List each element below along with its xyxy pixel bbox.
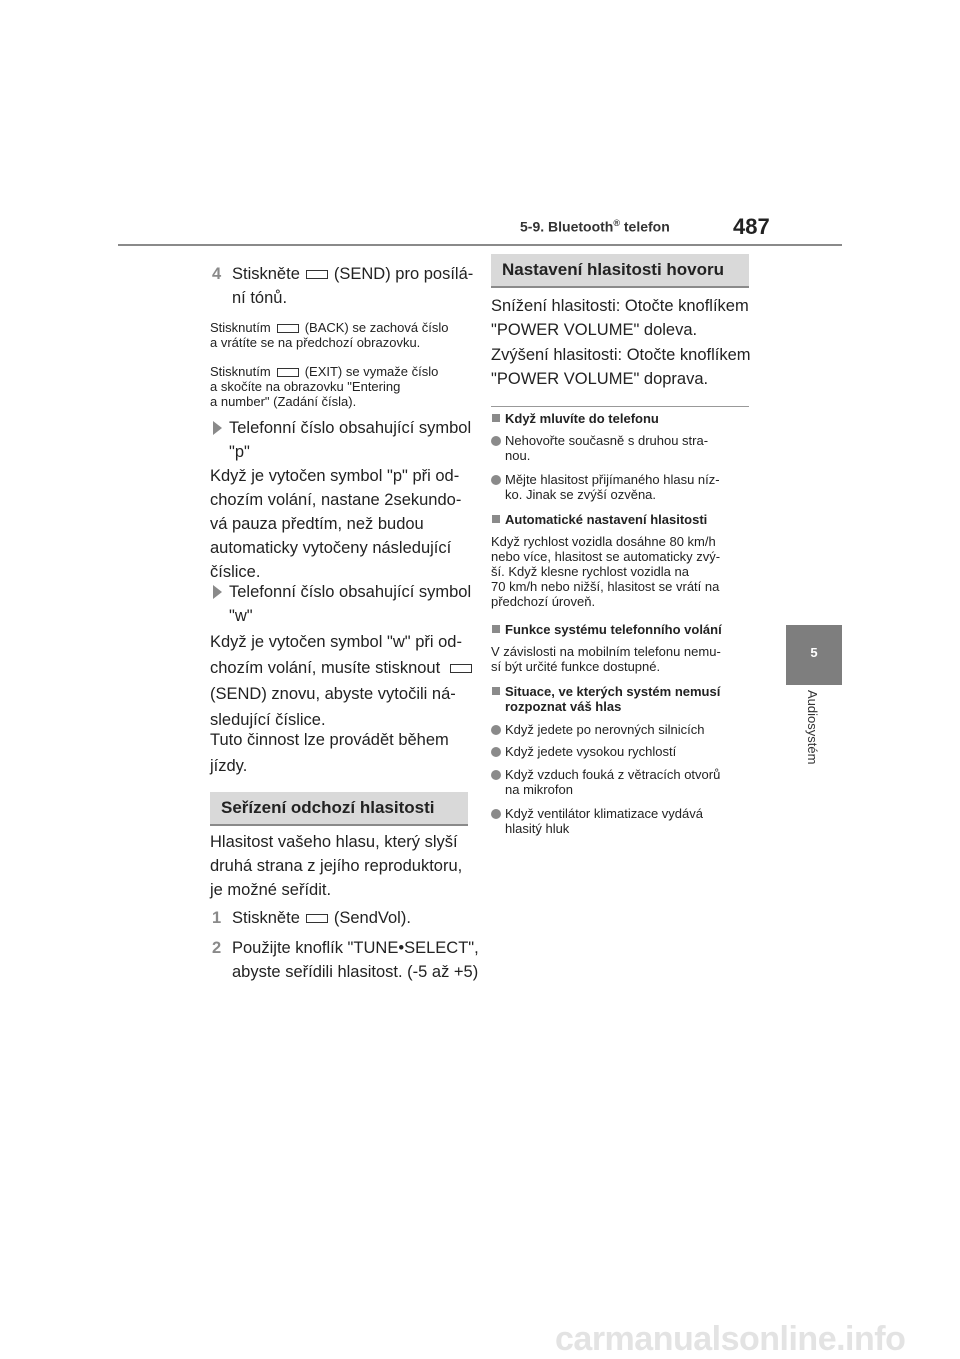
divider: [491, 406, 749, 407]
bullet-icon: [491, 725, 501, 735]
square-bullet-icon: [492, 687, 500, 695]
paragraph: Hlasitost vašeho hlasu, který slyší druhá strana z jejího reproduktoru, je možné seřídit.: [210, 833, 463, 899]
exit-button-icon: [277, 368, 299, 377]
back-button-icon: [277, 324, 299, 333]
bullet-icon: [491, 770, 501, 780]
subheading-cont: "p": [229, 443, 250, 461]
send-button-icon: [306, 270, 328, 279]
bullet-icon: [491, 809, 501, 819]
bullet-icon: [491, 475, 501, 485]
paragraph: (SEND) znovu, abyste vytočili ná- sledující číslice.: [210, 685, 456, 729]
section-heading: Nastavení hlasitosti hovoru: [491, 254, 749, 288]
step-number: 4: [212, 265, 222, 283]
note-exit: Stisknutím (EXIT) se vymaže číslo: [210, 364, 439, 379]
note-back: Stisknutím (BACK) se zachová číslo: [210, 320, 449, 335]
paragraph: chozím volání, musíte stisknout: [210, 656, 478, 680]
info-heading: Situace, ve kterých systém nemusí rozpoznat váš hlas: [505, 684, 721, 714]
step-text: Stiskněte (SendVol).: [232, 909, 411, 927]
square-bullet-icon: [492, 515, 500, 523]
note-back-cont: a vrátíte se na předchozí obrazovku.: [210, 335, 421, 350]
paragraph: Tuto činnost lze provádět během jízdy.: [210, 731, 449, 775]
paragraph: Když je vytočen symbol "p" při od- chozím volání, nastane 2sekundo- vá pauza předtím, než budou automaticky vytočeny následující číslice.: [210, 467, 462, 581]
header-divider: [118, 244, 842, 246]
step-number: 1: [212, 909, 222, 927]
section-heading: Seřízení odchozí hlasitosti: [210, 792, 468, 826]
info-text: Když rychlost vozidla dosáhne 80 km/h nebo více, hlasitost se automaticky zvý- ší. Když klesne rychlost vozidla na 70 km/h nebo nižší, hlasitost se vrátí na předchozí úroveň.: [491, 534, 721, 609]
step-text-cont: abyste seřídili hlasitost. (-5 až +5): [232, 963, 479, 981]
section-title: 5-9. Bluetooth® telefon: [520, 218, 670, 235]
bullet-text: Když jedete vysokou rychlostí: [505, 744, 677, 759]
bullet-icon: [491, 436, 501, 446]
step-text: Stiskněte (SEND) pro posílá-: [232, 265, 474, 283]
info-heading: Automatické nastavení hlasitosti: [505, 512, 708, 527]
paragraph: Zvýšení hlasitosti: Otočte knoflíkem "POWER VOLUME" doprava.: [491, 346, 751, 388]
sendvol-button-icon: [306, 914, 328, 923]
step-number: 2: [212, 939, 222, 957]
bullet-text: Mějte hlasitost přijímaného hlasu níz- ko. Jinak se zvýší ozvěna.: [505, 472, 720, 502]
subheading: Telefonní číslo obsahující symbol: [229, 583, 472, 601]
subheading-arrow-icon: [213, 421, 222, 435]
bullet-text: Nehovořte současně s druhou stra- nou.: [505, 433, 709, 463]
bullet-text: Když jedete po nerovných silnicích: [505, 722, 705, 737]
info-heading: Když mluvíte do telefonu: [505, 411, 659, 426]
subheading: Telefonní číslo obsahující symbol: [229, 419, 472, 437]
paragraph: Snížení hlasitosti: Otočte knoflíkem "POWER VOLUME" doleva.: [491, 297, 749, 339]
send-button-icon: [450, 664, 472, 673]
paragraph: Když je vytočen symbol "w" při od-: [210, 633, 462, 651]
subheading-arrow-icon: [213, 585, 222, 599]
page-number: 487: [733, 214, 770, 239]
chapter-number: 5: [810, 645, 818, 660]
subheading-cont: "w": [229, 607, 253, 625]
bullet-text: Když ventilátor klimatizace vydává hlasitý hluk: [505, 806, 703, 836]
square-bullet-icon: [492, 414, 500, 422]
chapter-label: Audiosystém: [805, 690, 820, 765]
info-heading: Funkce systému telefonního volání: [505, 622, 722, 637]
bullet-text: Když vzduch fouká z větracích otvorů na mikrofon: [505, 767, 721, 797]
bullet-icon: [491, 747, 501, 757]
note-exit-cont: a number" (Zadání čísla).: [210, 394, 357, 409]
step-text-cont: ní tónů.: [232, 289, 288, 307]
watermark[interactable]: carmanualsonline.info: [555, 1320, 906, 1358]
square-bullet-icon: [492, 625, 500, 633]
step-text: Použijte knoflík "TUNE•SELECT",: [232, 939, 479, 957]
note-exit-cont: a skočíte na obrazovku "Entering: [210, 379, 401, 394]
info-text: V závislosti na mobilním telefonu nemu- sí být určité funkce dostupné.: [491, 644, 721, 674]
